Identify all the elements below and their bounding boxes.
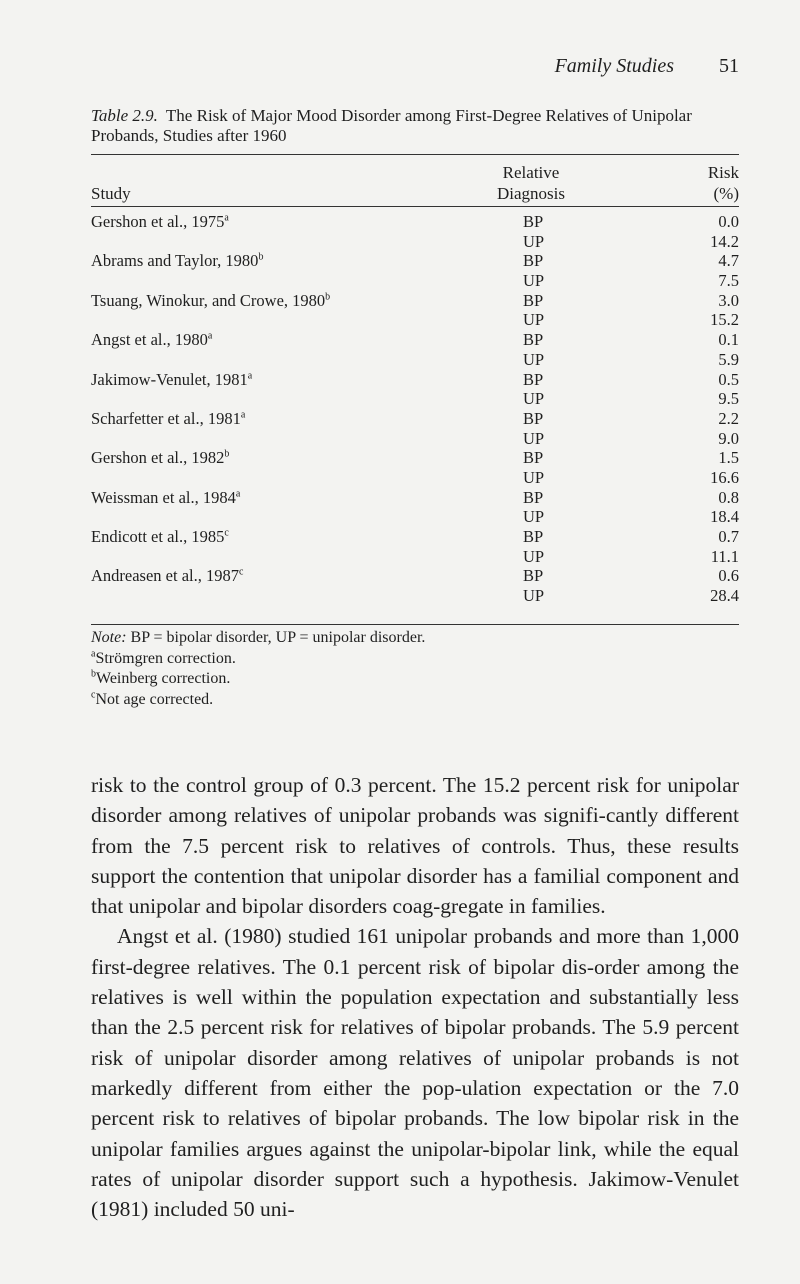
table-row [91, 429, 739, 449]
table-top-rule [91, 154, 739, 155]
risk-cell: 9.5 [718, 389, 739, 409]
diagnosis-cell: UP [523, 467, 545, 487]
study-wrap [91, 251, 263, 271]
table-row [91, 232, 739, 252]
diagnosis-cell: BP [523, 408, 544, 428]
table-row [91, 566, 739, 586]
diagnosis-cell: BP [523, 566, 544, 586]
table-bottom-rule [91, 624, 739, 625]
footnote-marker: a [240, 409, 246, 421]
paragraph: Angst et al. (1980) studied 161 unipolar probands and more than 1,000 first-degree relatives. The 0.1 percent risk of bipolar dis-order among the relatives is well within the population expectation and substantially less than the 2.5 percent risk for relatives of bipolar probands. The 5.9 percent risk of unipolar disorder among relatives of unipolar probands is not markedly different from either the pop-ulation expectation or the 7.0 percent risk to relatives of bipolar probands. The low bipolar risk in the unipolar families argues against the unipolar-bipolar link, while the equal rates of unipolar disorder support such a hypothesis. Jakimow-Venulet (1981) included 50 uni- [91, 924, 739, 1222]
body-text [91, 770, 739, 1224]
study-cell: Gershon et al., 1982 [91, 448, 225, 468]
diagnosis-cell: UP [523, 271, 545, 291]
risk-cell: 14.2 [710, 231, 739, 251]
table-row [91, 310, 739, 330]
footnote-marker: c [224, 527, 229, 539]
footnote-marker: c [239, 566, 244, 578]
diagnosis-cell: BP [523, 487, 544, 507]
diagnosis-cell: BP [523, 527, 544, 546]
diagnosis-cell: BP [523, 448, 544, 468]
running-title: Family Studies [554, 55, 674, 77]
table-row [91, 586, 739, 606]
risk-cell: 9.0 [718, 428, 739, 448]
study-wrap [91, 409, 245, 429]
page-number: 51 [719, 55, 739, 77]
footnote-marker: a [247, 370, 253, 381]
diagnosis-cell: UP [523, 389, 545, 409]
diagnosis-cell: BP [523, 369, 544, 389]
table-row [91, 527, 739, 547]
risk-cell: 7.5 [718, 271, 739, 291]
diagnosis-cell: BP [523, 251, 544, 271]
study-wrap [91, 566, 243, 586]
study-wrap [91, 527, 229, 547]
table-row [91, 468, 739, 488]
table-row [91, 448, 739, 468]
risk-cell: 0.7 [718, 527, 739, 546]
study-cell: Weissman et al., 1984 [91, 487, 236, 507]
risk-cell: 0.5 [718, 369, 739, 389]
study-cell: Endicott et al., 1985 [91, 527, 225, 546]
diagnosis-cell: UP [523, 428, 545, 448]
table-row [91, 330, 739, 350]
study-wrap [91, 370, 252, 390]
diagnosis-cell: BP [523, 330, 544, 350]
diagnosis-cell: UP [523, 546, 545, 566]
running-header [0, 55, 739, 78]
risk-cell: 1.5 [718, 448, 739, 468]
table-row [91, 389, 739, 409]
diagnosis-cell: UP [523, 231, 545, 251]
col-head-diagnosis: Relative Diagnosis [497, 163, 565, 203]
risk-cell: 5.9 [718, 349, 739, 369]
risk-cell: 18.4 [710, 507, 739, 527]
col-head-risk: Risk (%) [707, 163, 739, 203]
footnote-b: $^b$Weinberg correction. [91, 668, 231, 687]
table-row [91, 251, 739, 271]
table-header-rule [91, 206, 739, 207]
footnote-marker: b [325, 291, 331, 303]
table-row [91, 370, 739, 390]
table-caption [91, 106, 741, 146]
table-row [91, 212, 739, 232]
table-row [91, 547, 739, 567]
footnote-marker: a [224, 212, 229, 224]
footnote-c: $^c$Not age corrected. [91, 689, 214, 708]
study-wrap [91, 291, 330, 311]
diagnosis-cell: BP [523, 290, 544, 310]
study-wrap [91, 488, 240, 508]
study-cell: Angst et al., 1980 [91, 330, 208, 350]
risk-cell: 0.6 [718, 566, 739, 586]
study-cell: Scharfetter et al., 1981 [91, 408, 241, 428]
study-cell: Jakimow-Venulet, 1981 [91, 369, 248, 389]
note-line: Note: BP = bipolar disorder, UP = unipolar disorder. [91, 629, 426, 646]
diagnosis-cell: UP [523, 310, 545, 330]
risk-cell: 0.0 [718, 212, 739, 231]
footnote-marker: a [235, 488, 241, 500]
table-row [91, 291, 739, 311]
table-body [91, 212, 739, 606]
study-cell: Abrams and Taylor, 1980 [91, 251, 259, 271]
table-row [91, 409, 739, 429]
risk-cell: 15.2 [710, 310, 739, 330]
study-cell: Andreasen et al., 1987 [91, 566, 239, 586]
risk-cell: 28.4 [710, 586, 739, 606]
risk-cell: 4.7 [718, 251, 739, 271]
table-row [91, 350, 739, 370]
paragraph: risk to the control group of 0.3 percent. The 15.2 percent risk for unipolar disorder among relatives of unipolar probands was signifi-cantly different from the 7.5 percent risk to relatives of controls. Thus, these results support the contention that unipolar disorder has a familial component and that unipolar and bipolar disorders coag-gregate in families. [91, 773, 739, 919]
footnote-marker: a [207, 330, 213, 342]
risk-cell: 3.0 [718, 290, 739, 310]
diagnosis-cell: UP [523, 507, 545, 527]
risk-cell: 16.6 [710, 467, 739, 487]
footnote-marker: b [224, 448, 230, 460]
diagnosis-cell: BP [523, 212, 544, 231]
study-cell: Gershon et al., 1975 [91, 212, 225, 231]
risk-cell: 0.1 [718, 330, 739, 350]
table-row [91, 271, 739, 291]
diagnosis-cell: UP [523, 586, 545, 606]
study-wrap [91, 212, 229, 232]
table-row [91, 488, 739, 508]
study-wrap [91, 330, 212, 350]
table-label: Table 2.9. [91, 106, 158, 125]
diagnosis-cell: UP [523, 349, 545, 369]
col-head-study: Study [91, 184, 131, 203]
risk-cell: 0.8 [718, 487, 739, 507]
study-wrap [91, 448, 229, 468]
study-cell: Tsuang, Winokur, and Crowe, 1980 [91, 290, 326, 310]
table-title: The Risk of Major Mood Disorder among First-Degree Relatives of Unipolar Probands, Studies after 1960 [91, 106, 692, 145]
risk-cell: 11.1 [710, 546, 739, 566]
table-notes [91, 628, 425, 710]
table-row [91, 507, 739, 527]
footnote-marker: b [258, 251, 264, 263]
footnote-a: $^a$Strömgren correction. [91, 648, 236, 667]
risk-cell: 2.2 [718, 408, 739, 428]
